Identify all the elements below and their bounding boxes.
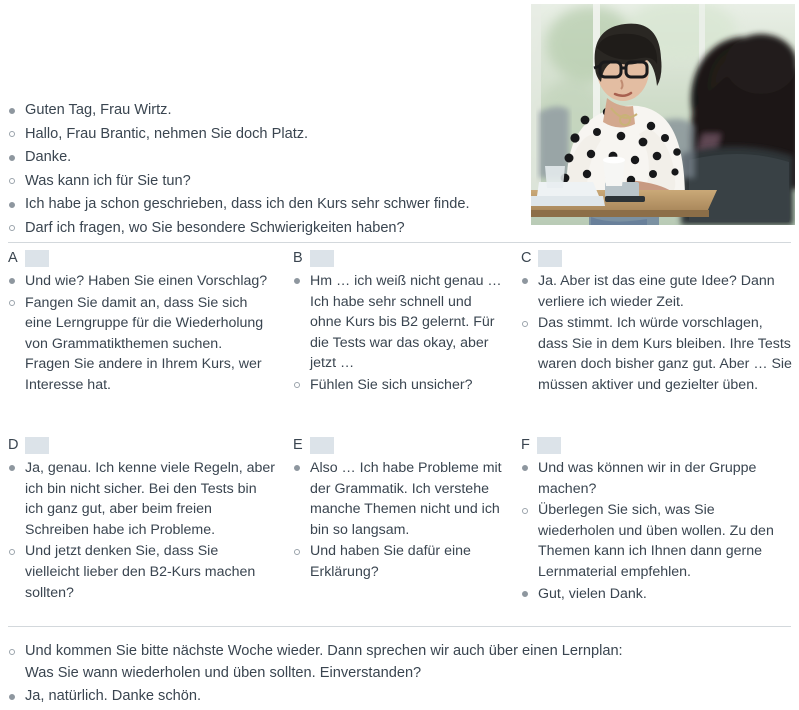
dialogue-line: [521, 584, 793, 605]
dialogue-line: [293, 541, 508, 582]
dialogue-list-e: [293, 458, 508, 583]
consultation-photo: [531, 4, 795, 225]
dialogue-line: [521, 271, 793, 312]
dialogue-line: [8, 458, 276, 540]
speaker-b-bullet-icon: [522, 321, 528, 327]
item-b-header: [293, 249, 503, 267]
dialogue-line: [8, 124, 513, 146]
dialogue-line-text: Und kommen Sie bitte nächste Woche wieder. Dann sprechen wir auch über einen Lernplan: Was Sie wann wiederholen und üben sollten. Einverstanden?: [25, 643, 623, 681]
speaker-b-bullet-icon: [9, 178, 15, 184]
dialogue-line-text: Hallo, Frau Brantic, nehmen Sie doch Platz.: [25, 125, 309, 142]
answer-box-d[interactable]: [25, 437, 49, 454]
dialogue-list-c: [521, 271, 793, 396]
dialogue-line: [8, 686, 628, 708]
dialogue-line-text: Guten Tag, Frau Wirtz.: [25, 102, 172, 118]
dialogue-line-text: Darf ich fragen, wo Sie besondere Schwierigkeiten haben?: [25, 219, 405, 236]
dialogue-line-text: Das stimmt. Ich würde vorschlagen, dass Sie in dem Kurs bleiben. Ihre Tests waren doch bisher ganz gut. Aber … Sie müssen aktiver und gezielter üben.: [538, 315, 792, 393]
dialogue-line-text: Ja, natürlich. Danke schön.: [25, 688, 202, 704]
dialogue-line-text: Was kann ich für Sie tun?: [25, 172, 191, 189]
dialogue-line: [8, 147, 513, 169]
item-a-header: [8, 249, 270, 267]
dialogue-line-text: Danke.: [25, 149, 72, 165]
item-e-header: [293, 436, 508, 454]
dialogue-list-f: [521, 458, 793, 604]
dialogue-list-b: [293, 271, 503, 396]
speaker-a-bullet-icon: [9, 108, 15, 114]
dialogue-line-text: Und jetzt denken Sie, dass Sie vielleicht lieber den B2-Kurs machen sollten?: [25, 543, 256, 601]
dialogue-line: [293, 271, 503, 374]
dialogue-item-f: [521, 436, 793, 605]
dialogue-line-text: Und was können wir in der Gruppe machen?: [538, 460, 757, 497]
dialogue-item-b: [293, 249, 503, 397]
dialogue-line: [293, 458, 508, 540]
speaker-a-bullet-icon: [522, 465, 528, 471]
main-dialogue-top: [8, 100, 513, 241]
answer-box-e[interactable]: [310, 437, 334, 454]
dialogue-line-text: Gut, vielen Dank.: [538, 585, 647, 602]
speaker-b-bullet-icon: [9, 225, 15, 231]
speaker-b-bullet-icon: [9, 300, 15, 306]
dialogue-line: [521, 500, 793, 582]
item-e-letter: E: [293, 437, 303, 453]
speaker-b-bullet-icon: [294, 549, 300, 555]
answer-box-c[interactable]: [538, 250, 562, 267]
speaker-b-bullet-icon: [294, 382, 300, 388]
dialogue-line: [8, 218, 513, 240]
dialogue-line: [521, 313, 793, 395]
dialogue-line: [8, 194, 513, 216]
speaker-a-bullet-icon: [9, 155, 15, 161]
speaker-b-bullet-icon: [522, 508, 528, 514]
speaker-a-bullet-icon: [294, 278, 300, 284]
dialogue-item-c: [521, 249, 793, 397]
speaker-b-bullet-icon: [9, 649, 15, 655]
dialogue-line-text: Ja, genau. Ich kenne viele Regeln, aber ich bin nicht sicher. Bei den Tests bin ich ganz gut, aber beim freien Schreiben habe ich Probleme.: [25, 460, 276, 538]
dialogue-line: [8, 293, 270, 396]
speaker-a-bullet-icon: [522, 278, 528, 284]
main-dialogue-bottom: [8, 641, 628, 710]
dialogue-list-a: [8, 271, 270, 396]
speaker-a-bullet-icon: [9, 694, 15, 700]
dialogue-line-text: Und haben Sie dafür eine Erklärung?: [310, 543, 471, 580]
speaker-a-bullet-icon: [9, 465, 15, 471]
dialogue-line: [8, 541, 276, 603]
dialogue-line-text: Fangen Sie damit an, dass Sie sich eine Lerngruppe für die Wiederholung von Grammatikthemen suchen. Fragen Sie andere in Ihrem Kurs, wer Interesse hat.: [25, 294, 264, 393]
dialogue-line: [293, 375, 503, 396]
speaker-a-bullet-icon: [9, 278, 15, 284]
dialogue-line: [8, 271, 270, 292]
dialogue-line-text: Ja. Aber ist das eine gute Idee? Dann verliere ich wieder Zeit.: [538, 273, 775, 310]
dialogue-item-d: [8, 436, 276, 604]
item-c-letter: C: [521, 250, 532, 266]
speaker-b-bullet-icon: [9, 549, 15, 555]
answer-box-b[interactable]: [310, 250, 334, 267]
answer-box-f[interactable]: [537, 437, 561, 454]
dialogue-line: [8, 641, 628, 684]
dialogue-list-bottom: [8, 641, 628, 708]
dialogue-line-text: Ich habe ja schon geschrieben, dass ich den Kurs sehr schwer finde.: [25, 196, 470, 212]
speaker-a-bullet-icon: [522, 591, 528, 597]
dialogue-list-d: [8, 458, 276, 603]
item-c-header: [521, 249, 793, 267]
dialogue-item-e: [293, 436, 508, 584]
item-d-header: [8, 436, 276, 454]
speaker-b-bullet-icon: [9, 131, 15, 137]
divider-bottom: [8, 626, 791, 627]
dialogue-line-text: Hm … ich weiß nicht genau … Ich habe sehr schnell und ohne Kurs bis B2 gelernt. Für die Tests war das okay, aber jetzt …: [310, 273, 502, 372]
item-f-header: [521, 436, 793, 454]
divider-top: [8, 242, 791, 243]
item-f-letter: F: [521, 437, 530, 453]
speaker-a-bullet-icon: [294, 465, 300, 471]
dialogue-line-text: Und wie? Haben Sie einen Vorschlag?: [25, 273, 268, 289]
item-b-letter: B: [293, 250, 303, 266]
dialogue-line-text: Also … Ich habe Probleme mit der Grammatik. Ich verstehe manche Themen nicht und ich bin so langsam.: [310, 460, 502, 538]
speaker-a-bullet-icon: [9, 202, 15, 208]
dialogue-list-top: [8, 100, 513, 239]
item-a-letter: A: [8, 250, 18, 266]
dialogue-line-text: Überlegen Sie sich, was Sie wiederholen und üben wollen. Zu den Themen kann ich Ihnen dann gerne Lernmaterial empfehlen.: [538, 502, 774, 580]
item-d-letter: D: [8, 437, 19, 453]
dialogue-item-a: [8, 249, 270, 397]
dialogue-line: [521, 458, 793, 499]
answer-box-a[interactable]: [25, 250, 49, 267]
dialogue-line: [8, 100, 513, 122]
dialogue-line-text: Fühlen Sie sich unsicher?: [310, 376, 473, 393]
dialogue-line: [8, 171, 513, 193]
